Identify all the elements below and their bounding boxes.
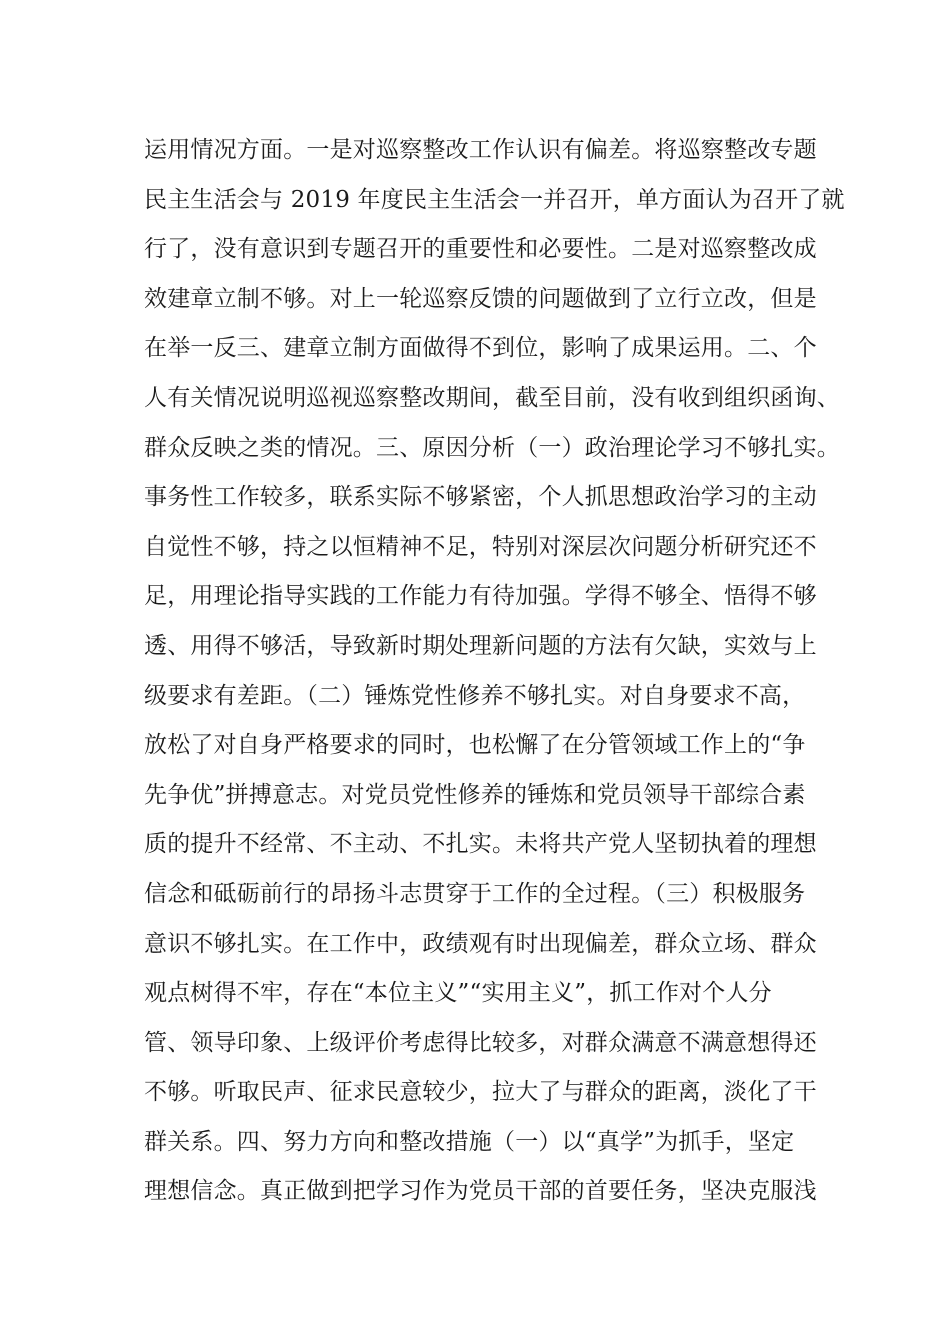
text-line: 意识不够扎实。在工作中，政绩观有时出现偏差，群众立场、群众 <box>144 930 817 957</box>
text-line: 行了，没有意识到专题召开的重要性和必要性。二是对巡察整改成 <box>144 236 817 263</box>
text-line: 管、领导印象、上级评价考虑得比较多，对群众满意不满意想得还 <box>144 1029 817 1056</box>
text-line: 群关系。四、努力方向和整改措施（一）以“真学”为抓手，坚定 <box>144 1128 795 1155</box>
text-line: 群众反映之类的情况。三、原因分析（一）政治理论学习不够扎实。 <box>144 434 840 461</box>
text-line: 效建章立制不够。对上一轮巡察反馈的问题做到了立行立改，但是 <box>144 285 817 312</box>
text-line: 人有关情况说明巡视巡察整改期间，截至目前，没有收到组织函询、 <box>144 384 840 411</box>
text-line: 事务性工作较多，联系实际不够紧密，个人抓思想政治学习的主动 <box>144 484 817 511</box>
body-text <box>144 126 844 1217</box>
text-line: 民主生活会与 2019 年度民主生活会一并召开，单方面认为召开了就 <box>144 186 845 213</box>
text-line: 先争优”拼搏意志。对党员党性修养的锤炼和党员领导干部综合素 <box>144 781 806 808</box>
text-line: 足，用理论指导实践的工作能力有待加强。学得不够全、悟得不够 <box>144 583 817 610</box>
text-line: 观点树得不牢，存在“本位主义”“实用主义”，抓工作对个人分 <box>144 980 772 1007</box>
text-line: 不够。听取民声、征求民意较少，拉大了与群众的距离，淡化了干 <box>144 1079 817 1106</box>
text-line: 透、用得不够活，导致新时期处理新问题的方法有欠缺，实效与上 <box>144 632 817 659</box>
text-line: 级要求有差距。（二）锤炼党性修养不够扎实。对自身要求不高， <box>144 682 806 709</box>
text-line: 理想信念。真正做到把学习作为党员干部的首要任务，坚决克服浅 <box>144 1178 817 1205</box>
text-line: 放松了对自身严格要求的同时，也松懈了在分管领域工作上的“争 <box>144 732 806 759</box>
text-line: 运用情况方面。一是对巡察整改工作认识有偏差。将巡察整改专题 <box>144 137 817 163</box>
text-line: 在举一反三、建章立制方面做得不到位，影响了成果运用。二、个 <box>144 335 817 362</box>
text-line: 自觉性不够，持之以恒精神不足，特别对深层次问题分析研究还不 <box>144 533 817 560</box>
text-line: 信念和砥砺前行的昂扬斗志贯穿于工作的全过程。（三）积极服务 <box>144 880 806 907</box>
text-line: 质的提升不经常、不主动、不扎实。未将共产党人坚韧执着的理想 <box>144 831 817 858</box>
